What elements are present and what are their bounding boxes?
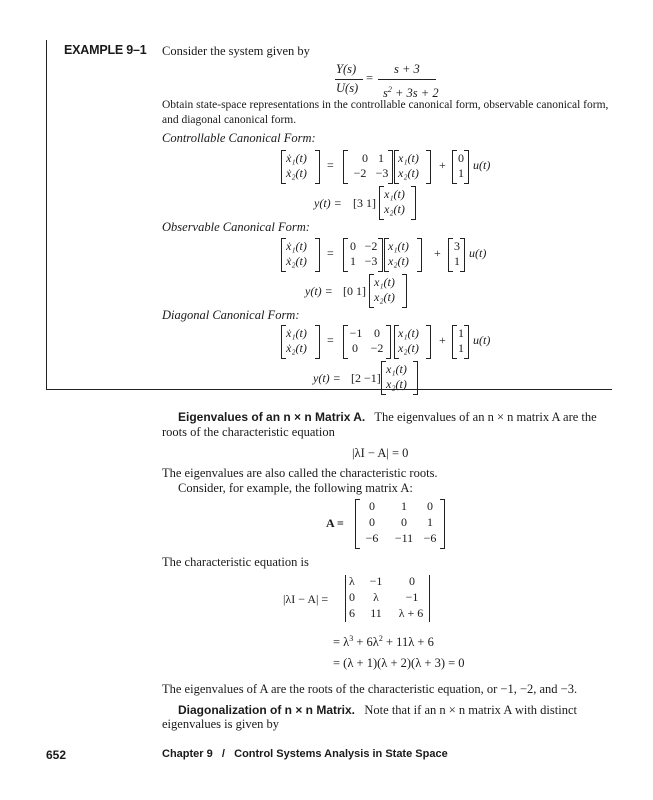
form-title-observable: Observable Canonical Form: [162, 220, 310, 234]
diag-heading-line [178, 703, 577, 718]
diag-heading: Diagonalization of n × n Matrix. [178, 703, 356, 717]
A-22: −3 [375, 166, 389, 180]
tf-num: Y(s) [336, 62, 357, 76]
tf-rhs-num: s + 3 [394, 62, 420, 76]
x2: x₂(t) [398, 166, 419, 180]
eigen-p2: The eigenvalues are also called the characteristic roots. [162, 466, 438, 480]
form-title-diagonal: Diagonal Canonical Form: [162, 308, 300, 322]
char-eq: |λI − A| = 0 [352, 446, 409, 460]
xdot2: ẋ₂(t) [286, 166, 307, 180]
x1: x₁(t) [398, 151, 419, 165]
tf-equals: = [366, 71, 374, 85]
u: u(t) [473, 158, 491, 172]
task-line-2: and diagonal canonical form. [162, 114, 297, 126]
xdot1: ẋ₁(t) [286, 151, 307, 165]
diag-rest: Note that if an n × n matrix A with distinct [364, 703, 577, 717]
A-12: 1 [378, 151, 384, 165]
example-bottom-rule [46, 389, 612, 390]
poly-line: = $\lambda^3 + 6\lambda^2 + 11\lambda + 6$ [333, 634, 434, 650]
eigen-heading: Eigenvalues of an n × n Matrix A. [178, 410, 366, 424]
diag-line2: eigenvalues is given by [162, 717, 279, 731]
C-row: [3 1] [353, 196, 376, 210]
chapter-footer: Chapter 9 / Control Systems Analysis in State Space [162, 748, 448, 760]
eigen-p5: The eigenvalues of A are the roots of the characteristic equation, or −1, −2, and −3. [162, 682, 578, 696]
factored-line: = (λ + 1)(λ + 2)(λ + 3) = 0 [333, 656, 465, 670]
det-label: |λI − A| = [283, 592, 329, 606]
B-1: 0 [458, 151, 464, 165]
task-line-1: Obtain state-space representations in the controllable canonical form, observable canonical form, [162, 99, 609, 111]
eigen-line2: roots of the characteristic equation [162, 425, 335, 439]
B-2: 1 [458, 166, 464, 180]
tf-den-exp: 2 [387, 85, 392, 94]
A-11: 0 [362, 151, 368, 165]
example-label: EXAMPLE 9–1 [64, 43, 147, 57]
A-label: A = [326, 516, 344, 530]
eigen-p4: The characteristic equation is [162, 555, 309, 569]
tf-den-rest: + 3s + 2 [391, 86, 439, 101]
tf-den: U(s) [336, 81, 359, 95]
example-left-rule [46, 40, 47, 390]
eigen-heading-line [178, 410, 597, 425]
y-lhs: y(t) = [314, 196, 342, 210]
tf-frac-line-left [335, 79, 363, 80]
A-21: −2 [353, 166, 367, 180]
tf-den-s: s [383, 86, 388, 101]
eigen-p3: Consider, for example, the following matrix A: [178, 481, 413, 495]
page-number: 652 [46, 748, 67, 762]
example-intro: Consider the system given by [162, 44, 310, 58]
eigen-heading-rest: The eigenvalues of an n × n matrix A are the [374, 410, 597, 424]
tf-frac-line-right [378, 79, 436, 80]
form-title-controllable: Controllable Canonical Form: [162, 131, 316, 145]
